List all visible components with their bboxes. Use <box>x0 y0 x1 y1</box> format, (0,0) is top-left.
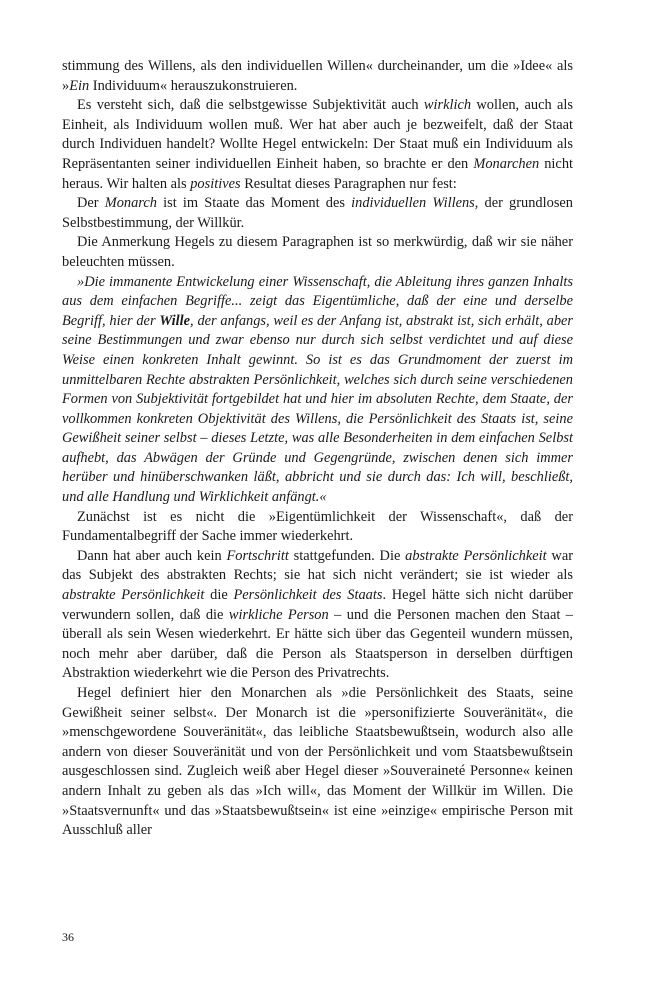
paragraph-4: Die Anmerkung Hegels zu diesem Paragraphen ist so merkwürdig, daß wir sie näher beleuchten müssen. <box>62 234 573 270</box>
paragraph-3: Der Monarch ist im Staate das Moment des individuellen Willens, der grundlosen Selbstbestimmung, der Willkür. <box>62 195 574 231</box>
paragraph-7: Hegel definiert hier den Monarchen als »die Persönlichkeit des Staats, seine Gewißheit seiner selbst«. Der Monarch ist die »personifizierte Souveränität«, die »menschgewordene Souveränität«, das leibliche Staatsbewußtsein, wodurch also alle andern von dieser Souveränität und von der Persönlichkeit und vom Staatsbewußtsein ausgeschlossen sind. Zugleich weiß aber Hegel dieser »Souveraineté Personne« keinen andern Inhalt zu geben als das »Ich will«, das Moment der Willkür im Willen. Die »Staatsvernunft« und das »Staatsbewußtsein« ist eine »einzige« empirische Person mit Ausschluß aller <box>62 685 573 839</box>
paragraph-2: Es versteht sich, daß die selbstgewisse Subjektivität auch wirklich wollen, auch als Einheit, als Individuum wollen muß. Wer hat aber auch je bezweifelt, daß der Staat durch Individuen handelt? Wollte Hegel entwickeln: Der Staat muß ein Individuum als Repräsentanten seiner individuellen Einheit haben, so brachte er den Monarchen nicht heraus. Wir halten als positives Resultat dieses Paragraphen nur fest: <box>62 97 574 192</box>
page-number: 36 <box>62 930 74 944</box>
paragraph-1: stimmung des Willens, als den individuellen Willen« durcheinander, um die »Idee« als »Ein Individuum« herauszukonstruieren. <box>62 58 573 94</box>
hegel-quote: »Die immanente Entwickelung einer Wissenschaft, die Ableitung ihres ganzen Inhalts aus dem einfachen Begriffe... zeigt das Eigentümliche, daß der eine und derselbe Begriff, hier der Wille, der anfangs, weil es der Anfang ist, abstrakt ist, sich erhält, aber seine Bestimmungen und zwar ebenso nur durch sich selbst verdichtet und auf diese Weise einen konkreten Inhalt gewinnt. So ist es das Grundmoment der zuerst im unmittelbaren Rechte abstrakten Persönlichkeit, welches sich durch seine verschiedenen Formen von Subjektivität fortgebildet hat und hier im absoluten Rechte, dem Staate, der vollkommen konkreten Objektivität des Willens, die Persönlichkeit des Staats ist, seine Gewißheit seiner selbst – dieses Letzte, was alle Besonderheiten in dem einfachen Selbst aufhebt, das Abwägen der Gründe und Gegengründe, zwischen denen sich immer herüber und hinüberschwanken läßt, abbricht und sie durch das: Ich will, beschließt, und alle Handlung und Wirklichkeit anfängt.« <box>62 273 573 506</box>
page-body <box>62 57 573 841</box>
paragraph-6: Dann hat aber auch kein Fortschritt stattgefunden. Die abstrakte Persönlichkeit war das Subjekt des abstrakten Rechts; sie hat sich nicht verändert; sie ist wieder als abstrakte Persönlichkeit die Persönlichkeit des Staats. Hegel hätte sich nicht darüber verwundern sollen, daß die wirkliche Person – und die Personen machen den Staat – überall als sein Wesen wiederkehrt. Er hätte sich über das Gegenteil wundern müssen, noch mehr aber darüber, daß die Person als Staatsperson in derselben dürftigen Abstraktion wiederkehrt wie die Person des Privatrechts. <box>62 547 573 682</box>
paragraph-5: Zunächst ist es nicht die »Eigentümlichkeit der Wissenschaft«, daß der Fundamentalbegriff der Sache immer wiederkehrt. <box>62 508 573 545</box>
